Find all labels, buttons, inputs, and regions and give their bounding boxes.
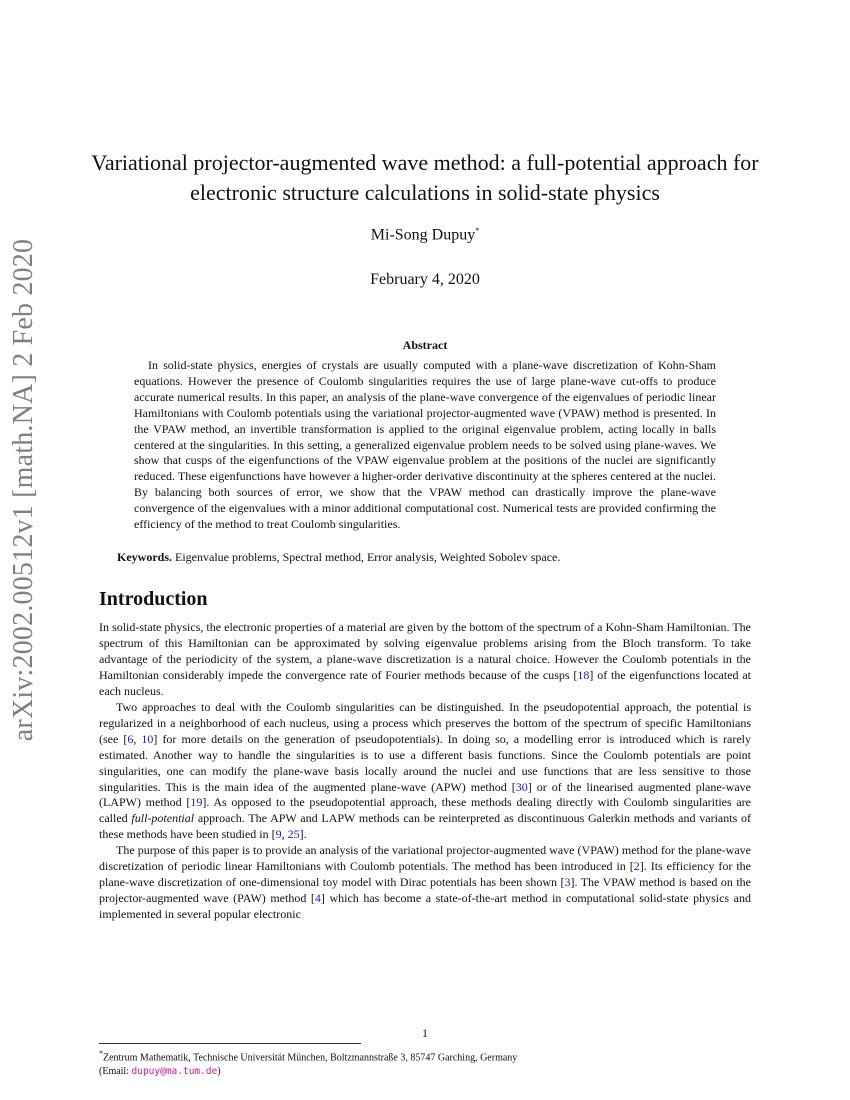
author-name: Mi-Song Dupuy bbox=[370, 226, 476, 244]
text-run: , bbox=[133, 731, 142, 746]
text-run: (Email: bbox=[99, 1065, 132, 1077]
footnote-email-line bbox=[99, 1065, 751, 1079]
footnote bbox=[99, 1047, 751, 1078]
paragraph-1 bbox=[99, 620, 751, 700]
text-run: The purpose of this paper is to provide an analysis of the variational projector-augmented wave (VPAW) method for the plane-wave discretization of periodic linear Hamiltonians with Coulomb potentials. The method has been introduced in [ bbox=[99, 843, 751, 874]
text-run: ]. As opposed to the pseudopotential approach, these methods dealing directly with Coulomb singularities are called bbox=[99, 795, 751, 826]
section-heading-introduction: Introduction bbox=[99, 588, 208, 610]
text-run: ] or of the linearised augmented plane-wave (LAPW) method [ bbox=[99, 779, 752, 810]
paragraph-2 bbox=[99, 700, 751, 844]
page-number: 1 bbox=[422, 1026, 428, 1040]
text-run: ]. bbox=[299, 827, 307, 842]
text-run: ) bbox=[217, 1065, 221, 1077]
citation-link[interactable]: 25 bbox=[287, 827, 300, 842]
text-run: approach. The APW and LAPW methods can be reinterpreted as discontinuous Galerkin methods and variants of these methods have been studied in [ bbox=[99, 811, 751, 842]
author-line bbox=[0, 226, 850, 244]
citation-link[interactable]: 10 bbox=[141, 731, 154, 746]
citation-link[interactable]: 4 bbox=[314, 891, 321, 906]
citation-link[interactable]: 18 bbox=[577, 667, 590, 682]
text-run: ] of the eigenfunctions located at each nucleus. bbox=[99, 667, 752, 698]
keywords-text: Eigenvalue problems, Spectral method, Error analysis, Weighted Sobolev space. bbox=[175, 550, 561, 564]
text-run: ] which has become a state-of-the-art method in computational solid-state physics and implemented in several popular electronic bbox=[99, 891, 751, 922]
footnote-divider bbox=[99, 1043, 361, 1044]
paper-title: Variational projector-augmented wave method: a full-potential approach for electronic structure calculations in solid-state physics bbox=[91, 150, 759, 205]
emphasis-full-potential: full-potential bbox=[131, 811, 195, 826]
abstract-text: In solid-state physics, energies of crystals are usually computed with a plane-wave discretization of Kohn-Sham equations. However the presence of Coulomb singularities requires the use of large plane-wave cut-offs to produce accurate numerical results. In this paper, an analysis of the plane-wave convergence of the eigenvalues of periodic linear Hamiltonians with Coulomb potentials using the variational projector-augmented wave (VPAW) method is presented. In the VPAW method, an invertible transformation is applied to the original eigenvalue problem, acting locally in balls centered at the singularities. In this setting, a generalized eigenvalue problem needs to be solved using plane-waves. We show that cusps of the eigenfunctions of the VPAW eigenvalue problem at the positions of the nuclei are significantly reduced. These eigenfunctions have however a higher-order derivative discontinuity at the spheres centered at the nuclei. By balancing both sources of error, we show that the VPAW method can drastically improve the plane-wave convergence of the eigenvalues with a minor additional computational cost. Numerical tests are provided confirming the efficiency of the method to treat Coulomb singularities. bbox=[134, 358, 716, 532]
citation-link[interactable]: 3 bbox=[564, 875, 571, 890]
arxiv-identifier: arXiv:2002.00512v1 [math.NA] 2 Feb 2020 bbox=[8, 238, 40, 742]
text-run: In solid-state physics, the electronic properties of a material are given by the bottom of the spectrum of a Kohn-Sham Hamiltonian. The spectrum of this Hamiltonian can be approximated by solving eigenvalue problems arising from the Bloch transform. To take advantage of the periodicity of the system, a plane-wave discretization is a natural choice. However the Coulomb potentials in the Hamiltonian considerably impede the convergence rate of Fourier methods because of the cusps [ bbox=[99, 620, 751, 682]
footnote-affiliation-line bbox=[99, 1047, 751, 1065]
text-run: , bbox=[281, 827, 288, 842]
keywords-label: Keywords. bbox=[117, 550, 172, 564]
footnote-affiliation: Zentrum Mathematik, Technische Universität München, Boltzmannstraße 3, 85747 Garching, Germany bbox=[103, 1052, 518, 1064]
citation-link[interactable]: 30 bbox=[515, 779, 528, 794]
text-run: ]. The VPAW method is based on the projector-augmented wave (PAW) method [ bbox=[99, 875, 751, 906]
text-run: ]. Its efficiency for the plane-wave discretization of one-dimensional toy model with Dirac potentials has been shown [ bbox=[99, 859, 751, 890]
keywords-line bbox=[117, 550, 757, 565]
email-link[interactable]: dupuy@ma.tum.de bbox=[131, 1065, 218, 1077]
publication-date: February 4, 2020 bbox=[370, 271, 480, 288]
author-footnote-mark: * bbox=[475, 226, 480, 235]
text-run: ] for more details on the generation of pseudopotentials). In doing so, a modelling error is introduced which is rarely estimated. Another way to handle the singularities is to use a different basis functions. Since the Coulomb potentials are point singularities, one can modify the plane-wave basis locally around the nuclei and use functions that are less sensitive to those singularities. This is the main idea of the augmented plane-wave (APW) method [ bbox=[99, 731, 751, 794]
citation-link[interactable]: 9 bbox=[275, 827, 282, 842]
paragraph-3 bbox=[99, 843, 751, 923]
citation-link[interactable]: 19 bbox=[190, 795, 203, 810]
footnote-mark: * bbox=[99, 1049, 103, 1058]
text-run: Two approaches to deal with the Coulomb singularities can be distinguished. In the pseudopotential approach, the potential is regularized in a neighborhood of each nucleus, using a process which preserves the bottom of the spectrum of specific Hamiltonians (see [ bbox=[99, 699, 751, 746]
abstract-heading: Abstract bbox=[402, 338, 448, 352]
introduction-body bbox=[99, 620, 751, 923]
citation-link[interactable]: 6 bbox=[127, 731, 134, 746]
citation-link[interactable]: 2 bbox=[633, 859, 640, 874]
